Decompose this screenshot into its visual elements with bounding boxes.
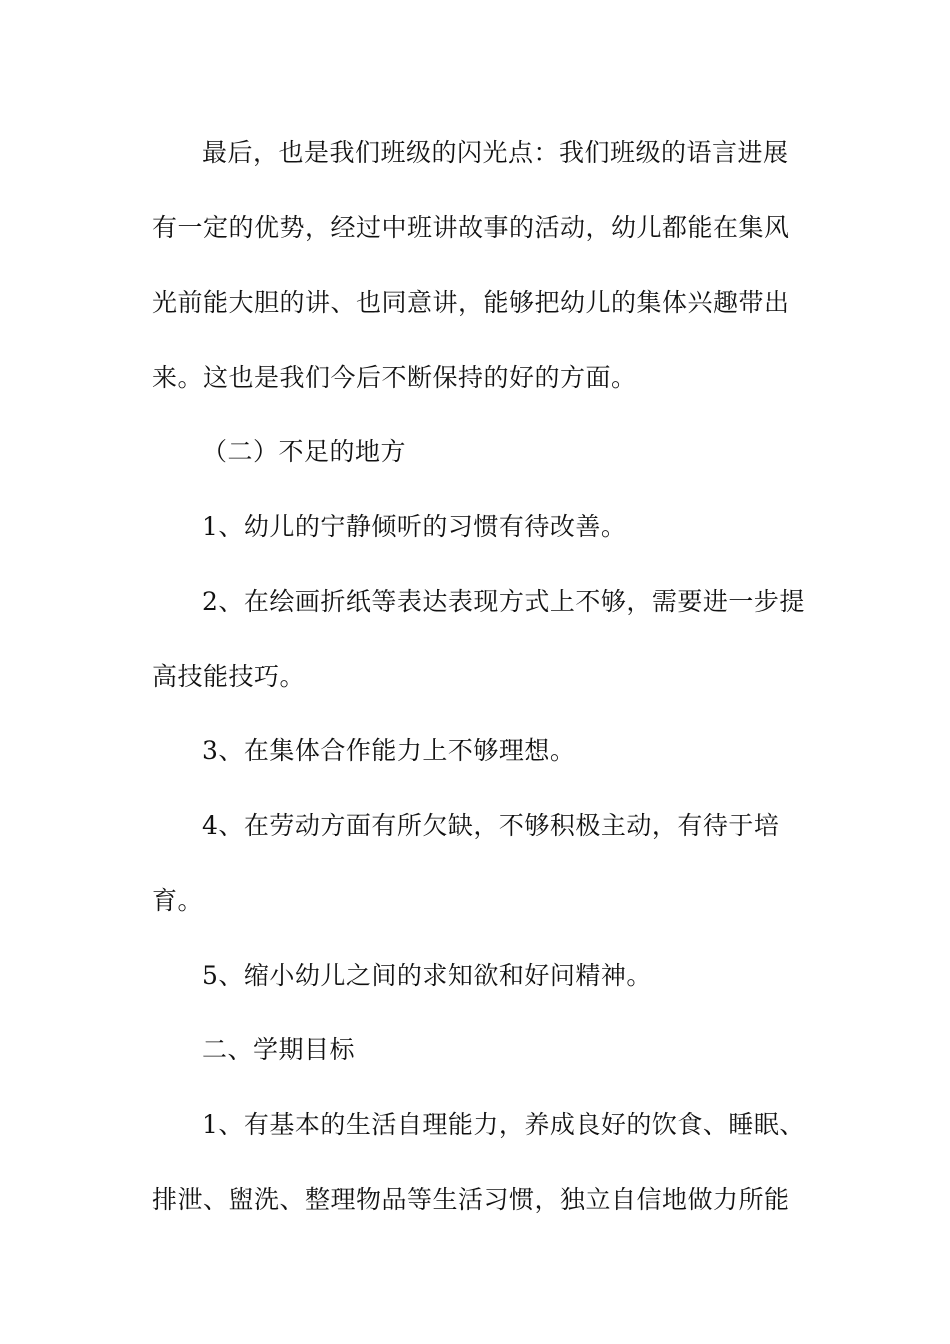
- paragraph-highlight-line-4: 来。这也是我们今后不断保持的好的方面。: [152, 363, 637, 392]
- section-heading-shortcomings: （二）不足的地方: [202, 437, 407, 466]
- list-item-3: 3、在集体合作能力上不够理想。: [202, 736, 576, 765]
- list-item-4-line-2: 育。: [152, 886, 204, 915]
- list-item-5: 5、缩小幼儿之间的求知欲和好问精神。: [202, 961, 652, 990]
- paragraph-highlight-line-2: 有一定的优势，经过中班讲故事的活动，幼儿都能在集风: [152, 213, 790, 242]
- goal-item-1-line-2: 排泄、盥洗、整理物品等生活习惯，独立自信地做力所能: [152, 1185, 790, 1214]
- list-item-2-line-2: 高技能技巧。: [152, 662, 306, 691]
- goal-item-1-line-1: 1、有基本的生活自理能力，养成良好的饮食、睡眠、: [202, 1110, 805, 1139]
- list-item-1: 1、幼儿的宁静倾听的习惯有待改善。: [202, 512, 627, 541]
- section-heading-semester-goals: 二、学期目标: [202, 1035, 356, 1064]
- list-item-2-line-1: 2、在绘画折纸等表达表现方式上不够，需要进一步提: [202, 587, 805, 616]
- paragraph-highlight-line-3: 光前能大胆的讲、也同意讲，能够把幼儿的集体兴趣带出: [152, 288, 790, 317]
- list-item-4-line-1: 4、在劳动方面有所欠缺，不够积极主动，有待于培: [202, 811, 780, 840]
- paragraph-highlight-line-1: 最后，也是我们班级的闪光点：我们班级的语言进展: [202, 138, 789, 167]
